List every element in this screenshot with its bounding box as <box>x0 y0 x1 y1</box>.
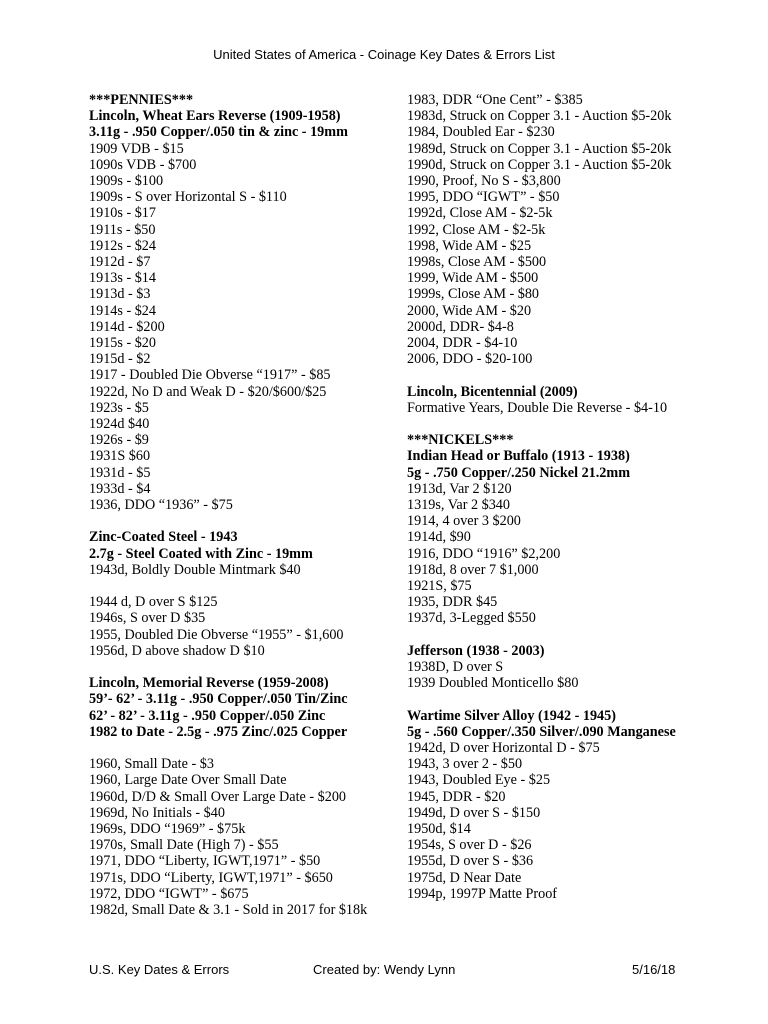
section-heading: 1982 to Date - 2.5g - .975 Zinc/.025 Copper <box>89 723 348 740</box>
list-item: 1090s VDB - $700 <box>89 156 197 173</box>
section-heading: 3.11g - .950 Copper/.050 tin & zinc - 19mm <box>89 124 348 141</box>
section-heading: 5g - .560 Copper/.350 Silver/.090 Manganese <box>407 723 676 740</box>
list-item: 1913s - $14 <box>89 270 156 287</box>
section-heading: Zinc-Coated Steel - 1943 <box>89 529 238 546</box>
blank-line <box>89 659 399 675</box>
list-item: 1931S $60 <box>89 448 151 465</box>
list-item: 1984, Doubled Ear - $230 <box>407 124 555 141</box>
list-item: 1990, Proof, No S - $3,800 <box>407 173 561 190</box>
list-item: 1319s, Var 2 $340 <box>407 497 510 514</box>
footer-doc-name: U.S. Key Dates & Errors <box>89 962 230 977</box>
list-item: 1998s, Close AM - $500 <box>407 254 547 271</box>
list-item: 1913d, Var 2 $120 <box>407 480 512 497</box>
list-item: 1914d, $90 <box>407 529 471 546</box>
list-item: 1909 VDB - $15 <box>89 140 184 157</box>
footer-author: Created by: Wendy Lynn <box>313 962 456 977</box>
list-item: 1943, Doubled Eye - $25 <box>407 772 551 789</box>
list-item: 1938D, D over S <box>407 659 504 676</box>
page-footer <box>0 962 768 980</box>
document-title: United States of America - Coinage Key Dates & Errors List <box>213 47 555 62</box>
list-item: 1969s, DDO “1969” - $75k <box>89 821 246 838</box>
blank-line <box>89 740 399 756</box>
list-item: 1912s - $24 <box>89 237 156 254</box>
section-heading: Lincoln, Bicentennial (2009) <box>407 383 578 400</box>
list-item: 1960, Small Date - $3 <box>89 756 214 773</box>
list-item: 1955, Doubled Die Obverse “1955” - $1,600 <box>89 626 344 643</box>
blank-line <box>407 691 737 707</box>
right-column <box>407 92 737 902</box>
list-item: 1992, Close AM - $2-5k <box>407 221 546 238</box>
list-item: 1945, DDR - $20 <box>407 788 506 805</box>
list-item: 1923s - $5 <box>89 399 149 416</box>
list-item: 1990d, Struck on Copper 3.1 - Auction $5-20k <box>407 156 672 173</box>
list-item: 1937d, 3-Legged $550 <box>407 610 536 627</box>
section-heading: 5g - .750 Copper/.250 Nickel 21.2mm <box>407 464 631 481</box>
list-item: 1955d, D over S - $36 <box>407 853 534 870</box>
list-item: 1915d - $2 <box>89 351 151 368</box>
section-heading: 62’ - 82’ - 3.11g - .950 Copper/.050 Zinc <box>89 707 326 724</box>
footer-date: 5/16/18 <box>632 962 676 977</box>
blank-line <box>407 627 737 643</box>
left-column <box>89 92 399 918</box>
section-heading: 2.7g - Steel Coated with Zinc - 19mm <box>89 545 313 562</box>
section-heading: Lincoln, Memorial Reverse (1959-2008) <box>89 675 329 692</box>
list-item: 1971, DDO “Liberty, IGWT,1971” - $50 <box>89 853 321 870</box>
section-heading: Lincoln, Wheat Ears Reverse (1909-1958) <box>89 108 341 125</box>
list-item: 1969d, No Initials - $40 <box>89 804 225 821</box>
list-item: 2000d, DDR- $4-8 <box>407 318 514 335</box>
section-heading: ***PENNIES*** <box>89 92 194 108</box>
list-item: 1926s - $9 <box>89 432 149 449</box>
list-item: 1935, DDR $45 <box>407 594 498 611</box>
list-item: 1918d, 8 over 7 $1,000 <box>407 561 539 578</box>
list-item: 1960, Large Date Over Small Date <box>89 772 287 789</box>
list-item: 1949d, D over S - $150 <box>407 804 541 821</box>
list-item: 1913d - $3 <box>89 286 151 303</box>
list-item: 1956d, D above shadow D $10 <box>89 642 265 659</box>
list-item: 1912d - $7 <box>89 254 151 271</box>
list-item: 1999s, Close AM - $80 <box>407 286 540 303</box>
list-item: 1931d - $5 <box>89 464 151 481</box>
list-item: 1998, Wide AM - $25 <box>407 237 532 254</box>
list-item: 1911s - $50 <box>89 221 156 238</box>
list-item: 1999, Wide AM - $500 <box>407 270 539 287</box>
list-item: 2006, DDO - $20-100 <box>407 351 533 368</box>
list-item: 1909s - $100 <box>89 173 164 190</box>
list-item: 1916, DDO “1916” $2,200 <box>407 545 561 562</box>
list-item: 1914d - $200 <box>89 318 165 335</box>
list-item: 1971s, DDO “Liberty, IGWT,1971” - $650 <box>89 869 333 886</box>
list-item: 1989d, Struck on Copper 3.1 - Auction $5-20k <box>407 140 672 157</box>
blank-line <box>407 367 737 383</box>
list-item: 1960d, D/D & Small Over Large Date - $200 <box>89 788 347 805</box>
list-item: 2004, DDR - $4-10 <box>407 335 518 352</box>
list-item: 1982d, Small Date & 3.1 - Sold in 2017 for $18k <box>89 902 368 919</box>
list-item: 1970s, Small Date (High 7) - $55 <box>89 837 279 854</box>
list-item: 1983, DDR “One Cent” - $385 <box>407 92 583 108</box>
blank-line <box>89 513 399 529</box>
list-item: 1921S, $75 <box>407 578 472 595</box>
list-item: 1972, DDO “IGWT” - $675 <box>89 885 249 902</box>
section-heading: Wartime Silver Alloy (1942 - 1945) <box>407 707 616 724</box>
list-item: 1943d, Boldly Double Mintmark $40 <box>89 561 301 578</box>
section-heading: ***NICKELS*** <box>407 432 514 449</box>
list-item: 2000, Wide AM - $20 <box>407 302 532 319</box>
list-item: 1914, 4 over 3 $200 <box>407 513 521 530</box>
list-item: 1936, DDO “1936” - $75 <box>89 497 233 514</box>
list-item: 1924d $40 <box>89 416 150 433</box>
list-item: 1933d - $4 <box>89 480 151 497</box>
list-item: 1909s - S over Horizontal S - $110 <box>89 189 287 206</box>
blank-line <box>407 416 737 432</box>
list-item: 1915s - $20 <box>89 335 156 352</box>
list-item: 1992d, Close AM - $2-5k <box>407 205 553 222</box>
section-heading: Jefferson (1938 - 2003) <box>407 642 545 659</box>
list-item: 1983d, Struck on Copper 3.1 - Auction $5-20k <box>407 108 672 125</box>
list-item: Formative Years, Double Die Reverse - $4-10 <box>407 399 668 416</box>
list-item: 1950d, $14 <box>407 821 471 838</box>
blank-line <box>89 578 399 594</box>
list-item: 1914s - $24 <box>89 302 156 319</box>
list-item: 1922d, No D and Weak D - $20/$600/$25 <box>89 383 327 400</box>
list-item: 1994p, 1997P Matte Proof <box>407 885 558 902</box>
section-heading: Indian Head or Buffalo (1913 - 1938) <box>407 448 630 465</box>
list-item: 1917 - Doubled Die Obverse “1917” - $85 <box>89 367 331 384</box>
list-item: 1946s, S over D $35 <box>89 610 206 627</box>
list-item: 1939 Doubled Monticello $80 <box>407 675 579 692</box>
list-item: 1975d, D Near Date <box>407 869 522 886</box>
list-item: 1942d, D over Horizontal D - $75 <box>407 740 600 757</box>
list-item: 1943, 3 over 2 - $50 <box>407 756 523 773</box>
list-item: 1954s, S over D - $26 <box>407 837 532 854</box>
list-item: 1995, DDO “IGWT” - $50 <box>407 189 560 206</box>
list-item: 1910s - $17 <box>89 205 156 222</box>
section-heading: 59’- 62’ - 3.11g - .950 Copper/.050 Tin/Zinc <box>89 691 348 708</box>
list-item: 1944 d, D over S $125 <box>89 594 218 611</box>
